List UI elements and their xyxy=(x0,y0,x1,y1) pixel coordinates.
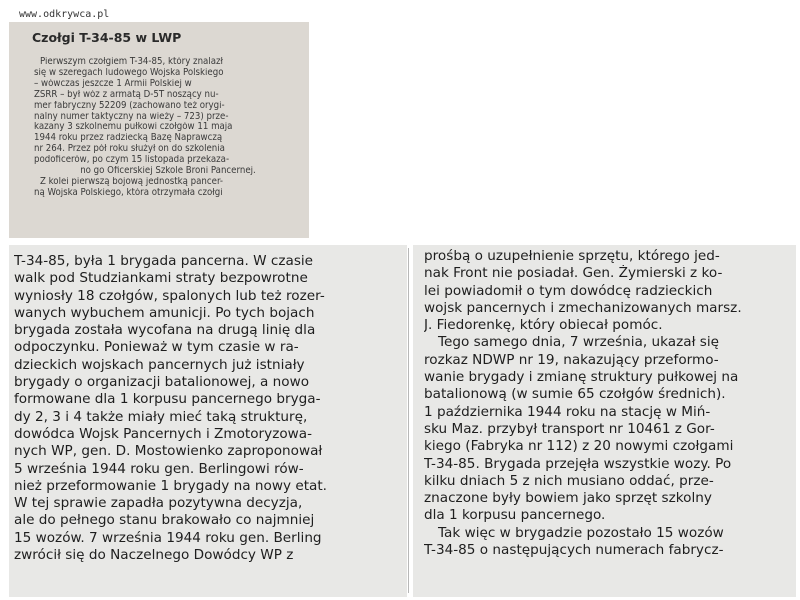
text-line: prośbą o uzupełnienie sprzętu, którego jed- xyxy=(424,248,720,264)
text-line: Tego samego dnia, 7 września, ukazał się xyxy=(438,334,719,351)
text-line: 1 października 1944 roku na stację w Miń- xyxy=(424,403,711,420)
text-line: brygady o organizacji batalionowej, a nowo xyxy=(14,374,310,391)
text-line: T-34-85, była 1 brygada pancerna. W czasie xyxy=(14,253,314,269)
text-line: dla 1 korpusu pancernego. xyxy=(424,507,606,524)
sidebar-line: nr 264. Przez pół roku służył on do szkolenia xyxy=(34,144,225,155)
text-line: dzieckich wojskach pancernych już istniały xyxy=(14,356,305,373)
text-line: J. Fiedorenkę, który obiecał pomóc. xyxy=(424,317,663,334)
sidebar-line: Z kolei pierwszą bojową jednostką pancer- xyxy=(40,176,224,187)
sidebar-line: 1944 roku przez radziecką Bazę Naprawczą xyxy=(34,133,223,144)
sidebar-line: nalny numer taktyczny na wieży – 723) prze- xyxy=(34,111,229,122)
text-line: dowódca Wojsk Pancernych i Zmotoryzowa- xyxy=(14,425,312,442)
text-line: nych WP, gen. D. Mostowienko zaproponował xyxy=(14,443,323,460)
watermark: www.odkrywca.pl xyxy=(19,9,110,20)
text-line: wanych wybuchem amunicji. Po tych bojach xyxy=(14,304,315,321)
text-line: nak Front nie posiadał. Gen. Żymierski z ko- xyxy=(424,265,723,282)
text-line: 5 września 1944 roku gen. Berlingowi rów- xyxy=(14,460,304,477)
text-line: dy 2, 3 i 4 także miały mieć taką strukturę, xyxy=(14,408,308,425)
text-line: batalionową (w sumie 65 czołgów średnich). xyxy=(424,386,726,403)
text-line: znaczone były bowiem jako sprzęt szkolny xyxy=(424,490,712,507)
text-line: wanie brygady i zmianę struktury pułkowej na xyxy=(424,369,739,386)
sidebar-line: no go Oficerskiej Szkole Broni Pancernej. xyxy=(80,166,256,177)
left-column xyxy=(9,245,407,597)
text-line: T-34-85. Brygada przejęła wszystkie wozy. Po xyxy=(424,455,732,472)
sidebar-paragraphs xyxy=(34,57,302,199)
text-line: brygada została wycofana na drugą linię dla xyxy=(14,322,316,339)
text-line: wyniosły 18 czołgów, spalonych lub też rozer- xyxy=(14,287,325,304)
text-line: odpoczynku. Ponieważ w tym czasie w ra- xyxy=(14,339,299,356)
sidebar-line: – wówczas jeszcze 1 Armii Polskiej w xyxy=(34,78,192,89)
sidebar-line: ZSRR – był wóz z armatą D-5T noszący nu- xyxy=(34,89,219,100)
sidebar-line: się w szeregach ludowego Wojska Polskiego xyxy=(34,67,224,78)
sidebar-line: kazany 3 szkolnemu pułkowi czołgów 11 maja xyxy=(34,122,233,133)
text-line: T-34-85 o następujących numerach fabrycz- xyxy=(424,542,724,559)
text-line: nież przeformowanie 1 brygady na nowy etat. xyxy=(14,477,328,494)
text-line: kiego (Fabryka nr 112) z 20 nowymi czołgami xyxy=(424,438,734,455)
text-line: sku Maz. przybył transport nr 10461 z Gor- xyxy=(424,420,715,437)
text-line: formowane dla 1 korpusu pancernego bryga- xyxy=(14,391,321,408)
text-line: rozkaz NDWP nr 19, nakazujący przeformo- xyxy=(424,351,719,368)
sidebar-title: Czołgi T-34-85 w LWP xyxy=(32,30,182,45)
sidebar-line: Pierwszym czołgiem T-34-85, który znalazł xyxy=(40,57,224,67)
text-line: lei powiadomił o tym dowódcę radzieckich xyxy=(424,282,713,299)
text-line: wojsk pancernych i zmechanizowanych marsz. xyxy=(424,299,742,316)
column-divider xyxy=(408,248,409,593)
left-column-text xyxy=(14,253,402,564)
sidebar-line: ną Wojska Polskiego, która otrzymała czołgi xyxy=(34,187,223,198)
text-line: 15 wozów. 7 września 1944 roku gen. Berling xyxy=(14,529,322,546)
text-line: kilku dniach 5 z nich musiano oddać, prze- xyxy=(424,472,714,489)
sidebar-line: podoficerów, po czym 15 listopada przekaza- xyxy=(34,155,230,166)
right-column-text xyxy=(424,248,792,559)
text-line: Tak więc w brygadzie pozostało 15 wozów xyxy=(438,524,724,541)
text-line: W tej sprawie zapadła pozytywna decyzja, xyxy=(14,495,303,512)
text-line: zwrócił się do Naczelnego Dowódcy WP z xyxy=(14,547,294,564)
text-line: ale do pełnego stanu brakowało co najmniej xyxy=(14,512,315,529)
sidebar-line: mer fabryczny 52209 (zachowano też orygi- xyxy=(34,100,225,111)
text-line: walk pod Studziankami straty bezpowrotne xyxy=(14,270,308,287)
right-column xyxy=(413,245,796,597)
